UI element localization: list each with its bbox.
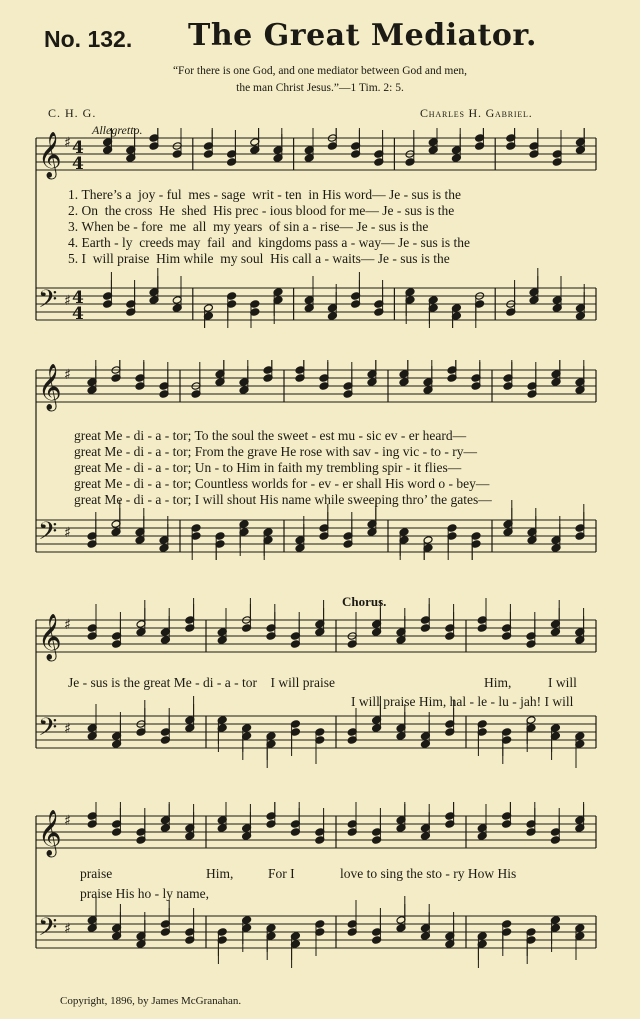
chorus-lyric-alt-1: I will praise Him, hal - le - lu - jah! I will [351,694,574,709]
verse-2-line-1: 2. On the cross He shed His prec - ious blood for me— Je - sus is the [68,203,455,218]
chorus-label: Chorus. [342,594,387,609]
sharp-sign: ♯ [64,617,71,633]
hymn-number: No. 132. [44,26,133,52]
sharp-sign: ♯ [64,135,71,151]
treble-clef-icon: 𝄞 [38,132,62,178]
verse-1-line-1: 1. There’s a joy - ful mes - sage writ - ten in His word— Je - sus is the [68,187,461,202]
tempo-marking: Allegretto. [92,123,143,137]
treble-clef-icon: 𝄞 [38,614,62,660]
verse-4-line-1: 4. Earth - ly creeds may fail and kingdoms pass a - way— Je - sus is the [68,235,470,250]
copyright-notice: Copyright, 1896, by James McGranahan. [60,995,242,1007]
bass-clef-icon: 𝄢 [38,913,58,948]
hymn-title: The Great Mediator. [188,18,537,53]
words-author: C. H. G. [48,106,97,120]
bass-clef-icon: 𝄢 [38,285,58,320]
chorus-lyric-alt-2: praise His ho - ly name, [80,886,209,901]
sharp-sign: ♯ [64,525,71,541]
bass-clef-icon: 𝄢 [38,517,58,552]
chorus-lyric-line-1: Je - sus is the great Me - di - a - tor I will praise [68,675,335,690]
music-composer: Charles H. Gabriel. [420,106,533,120]
time-signature-top: 4 [72,138,84,158]
verse-1-line-2: great Me - di - a - tor; To the soul the sweet - est mu - sic ev - er heard— [74,428,467,443]
chorus-lyric-line-2-a: praise [80,866,113,881]
epigraph-line-2: the man Christ Jesus.”—1 Tim. 2: 5. [236,82,404,94]
treble-clef-icon: 𝄞 [38,810,62,856]
sharp-sign: ♯ [64,293,71,309]
verse-5-line-2: great Me - di - a - tor; I will shout His name while sweeping thro’ the gates— [74,492,492,507]
verse-3-line-1: 3. When be - fore me all my years of sin a - rise— Je - sus is the [68,219,429,234]
chorus-lyric-line-1-c: I will [548,675,577,690]
sharp-sign: ♯ [64,367,71,383]
chorus-lyric-line-2-b: Him, [206,866,234,881]
epigraph-line-1: “For there is one God, and one mediator between God and men, [172,65,468,77]
time-signature-bottom: 4 [72,304,84,324]
chorus-lyric-line-2-d: love to sing the sto - ry How His [340,866,517,881]
verse-5-line-1: 5. I will praise Him while my soul His call a - waits— Je - sus is the [68,251,450,266]
time-signature-bottom: 4 [72,154,84,174]
chorus-lyric-line-1-b: Him, [484,675,512,690]
bass-clef-icon: 𝄢 [38,713,58,748]
time-signature-top: 4 [72,288,84,308]
sharp-sign: ♯ [64,813,71,829]
sharp-sign: ♯ [64,921,71,937]
verse-3-line-2: great Me - di - a - tor; Un - to Him in faith my trembling spir - it flies— [74,460,462,475]
sharp-sign: ♯ [64,721,71,737]
treble-clef-icon: 𝄞 [38,364,62,410]
verse-2-line-2: great Me - di - a - tor; From the grave He rose with sav - ing vic - to - ry— [74,444,478,459]
chorus-lyric-line-2-c: For I [268,866,295,881]
verse-4-line-2: great Me - di - a - tor; Countless worlds for - ev - er shall His word o - bey— [74,476,490,491]
